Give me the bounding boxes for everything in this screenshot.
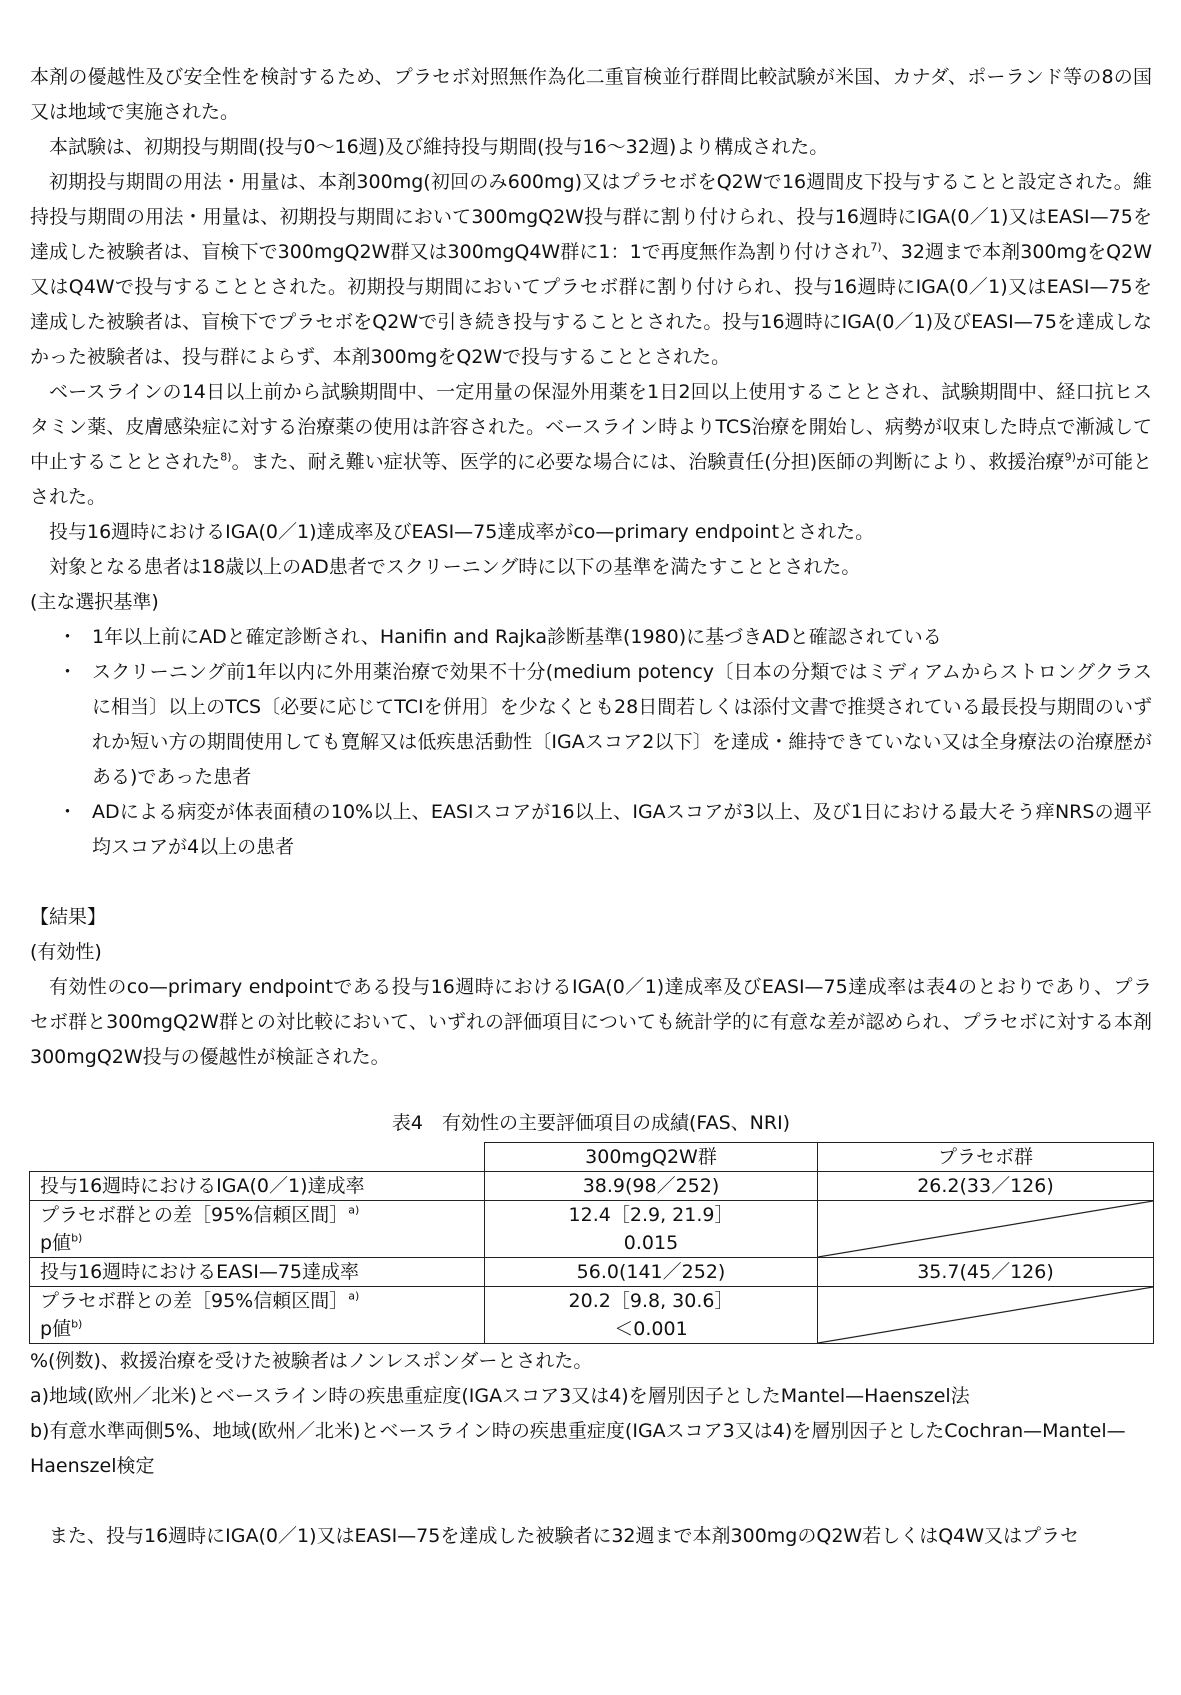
footnote-ref-9: 9) bbox=[1064, 450, 1076, 464]
note-general: %(例数)、救援治療を受けた被験者はノンレスポンダーとされた。 bbox=[30, 1350, 593, 1372]
difference-value: 20.2［9.8, 30.6］ ＜0.001 bbox=[485, 1287, 818, 1344]
placebo-rate: 26.2(33／126) bbox=[818, 1172, 1154, 1201]
note-a: a)地域(欧州／北米)とベースライン時の疾患重症度(IGAスコア3又は4)を層別因子としたMantel—Haenszel法 bbox=[30, 1385, 970, 1407]
note-b: b)有意水準両側5%、地域(欧州／北米)とベースライン時の疾患重症度(IGAスコア3又は4)を層別因子としたCochran—Mantel—Haenszel検定 bbox=[30, 1420, 1126, 1477]
bullet-mark: ・ bbox=[58, 661, 78, 683]
efficacy-table bbox=[29, 1142, 1154, 1344]
q2w-rate: 38.9(98／252) bbox=[485, 1172, 818, 1201]
row-label: 投与16週時におけるIGA(0／1)達成率 bbox=[30, 1172, 485, 1201]
diagonal-line bbox=[818, 1287, 1153, 1343]
criteria-item: ・ スクリーニング前1年以内に外用薬治療で効果不十分(medium potency〔日本の分類ではミディアムからストロングクラスに相当〕以上のTCS〔必要に応じてTCIを併用〕を少なくとも28日間若しくは添付文書で推奨されている最長投与期間のいずれか短い方の期間使用しても寛解又は低疾患活動性〔IGAスコア2以下〕を達成・維持できていない又は全身療法の治療歴がある)であった患者 bbox=[30, 655, 1152, 795]
diagonal-line bbox=[818, 1201, 1153, 1257]
intro-paragraph-4: ベースラインの14日以上前から試験期間中、一定用量の保湿外用薬を1日2回以上使用することとされ、試験期間中、経口抗ヒスタミン薬、皮膚感染症に対する治療薬の使用は許容された。ベースライン時よりTCS治療を開始し、病勢が収束した時点で漸減して中止することとされた$^{8)}$。また、耐え難い症状等、医学的に必要な場合には、治験責任(分担)医師の判断により、救援治療$^{9)}$が可能とされた。 bbox=[30, 381, 1152, 508]
criteria-item: ・ 1年以上前にADと確定診断され、Hanifin and Rajka診断基準(1980)に基づきADと確認されている bbox=[30, 620, 1152, 655]
table-header-row bbox=[30, 1143, 1154, 1172]
criteria-heading: (主な選択基準) bbox=[30, 591, 159, 613]
row-label: 投与16週時におけるEASI—75達成率 bbox=[30, 1258, 485, 1287]
footnote-ref-7: 7) bbox=[870, 240, 882, 254]
bullet-mark: ・ bbox=[58, 626, 78, 648]
empty-diagonal-cell bbox=[818, 1287, 1154, 1344]
intro-paragraph-3: 初期投与期間の用法・用量は、本剤300mg(初回のみ600mg)又はプラセボをQ2Wで16週間皮下投与することと設定された。維持投与期間の用法・用量は、初期投与期間において300mgQ2W投与群に割り付けられ、投与16週時にIGA(0／1)又はEASI—75を達成した被験者は、盲検下で300mgQ2W群又は300mgQ4W群に1：1で再度無作為割り付けされ$^{7)}$、32週まで本剤300mgをQ2W又はQ4Wで投与することとされた。初期投与期間においてプラセボ群に割り付けられ、投与16週時にIGA(0／1)又はEASI—75を達成した被験者は、盲検下でプラセボをQ2Wで引き続き投与することとされた。投与16週時にIGA(0／1)及びEASI—75を達成しなかった被験者は、投与群によらず、本剤300mgをQ2Wで投与することとされた。 bbox=[30, 171, 1153, 368]
bullet-mark: ・ bbox=[58, 801, 78, 823]
table-row bbox=[30, 1201, 1154, 1258]
table-notes bbox=[30, 1344, 1152, 1484]
table-row bbox=[30, 1172, 1154, 1201]
closing-paragraph: また、投与16週時にIGA(0／1)又はEASI—75を達成した被験者に32週まで本剤300mgのQ2W若しくはQ4W又はプラセ bbox=[49, 1525, 1080, 1547]
document-page bbox=[30, 60, 1152, 1554]
intro-paragraph-1: 本剤の優越性及び安全性を検討するため、プラセボ対照無作為化二重盲検並行群間比較試験が米国、カナダ、ポーランド等の8の国又は地域で実施された。 bbox=[30, 66, 1152, 123]
empty-diagonal-cell bbox=[818, 1201, 1154, 1258]
criteria-item: ・ ADによる病変が体表面積の10%以上、EASIスコアが16以上、IGAスコアが3以上、及び1日における最大そう痒NRSの週平均スコアが4以上の患者 bbox=[30, 795, 1152, 865]
column-header-placebo: プラセボ群 bbox=[818, 1143, 1154, 1172]
table-row bbox=[30, 1287, 1154, 1344]
row-label: プラセボ群との差［95%信頼区間］$^{a)}$ p値$^{b)}$ bbox=[30, 1201, 485, 1258]
intro-paragraph-2: 本試験は、初期投与期間(投与0〜16週)及び維持投与期間(投与16〜32週)より構成された。 bbox=[49, 136, 829, 158]
criteria-list bbox=[30, 620, 1152, 865]
results-paragraph: 有効性のco—primary endpointである投与16週時におけるIGA(0／1)達成率及びEASI—75達成率は表4のとおりであり、プラセボ群と300mgQ2W群との対比較において、いずれの評価項目についても統計学的に有意な差が認められ、プラセボに対する本剤300mgQ2W投与の優越性が検証された。 bbox=[30, 976, 1152, 1068]
results-heading: 【結果】 bbox=[30, 906, 107, 928]
placebo-rate: 35.7(45／126) bbox=[818, 1258, 1154, 1287]
row-label: プラセボ群との差［95%信頼区間］$^{a)}$ p値$^{b)}$ bbox=[30, 1287, 485, 1344]
table-caption: 表4 有効性の主要評価項目の成績(FAS、NRI) bbox=[391, 1112, 791, 1134]
efficacy-subheading: (有効性) bbox=[30, 941, 102, 963]
intro-paragraph-5: 投与16週時におけるIGA(0／1)達成率及びEASI—75達成率がco—primary endpointとされた。 bbox=[49, 521, 875, 543]
difference-value: 12.4［2.9, 21.9］ 0.015 bbox=[485, 1201, 818, 1258]
table-row bbox=[30, 1258, 1154, 1287]
q2w-rate: 56.0(141／252) bbox=[485, 1258, 818, 1287]
footnote-ref-8: 8) bbox=[220, 450, 232, 464]
intro-paragraph-6: 対象となる患者は18歳以上のAD患者でスクリーニング時に以下の基準を満たすこととされた。 bbox=[49, 556, 861, 578]
column-header-q2w: 300mgQ2W群 bbox=[485, 1143, 818, 1172]
